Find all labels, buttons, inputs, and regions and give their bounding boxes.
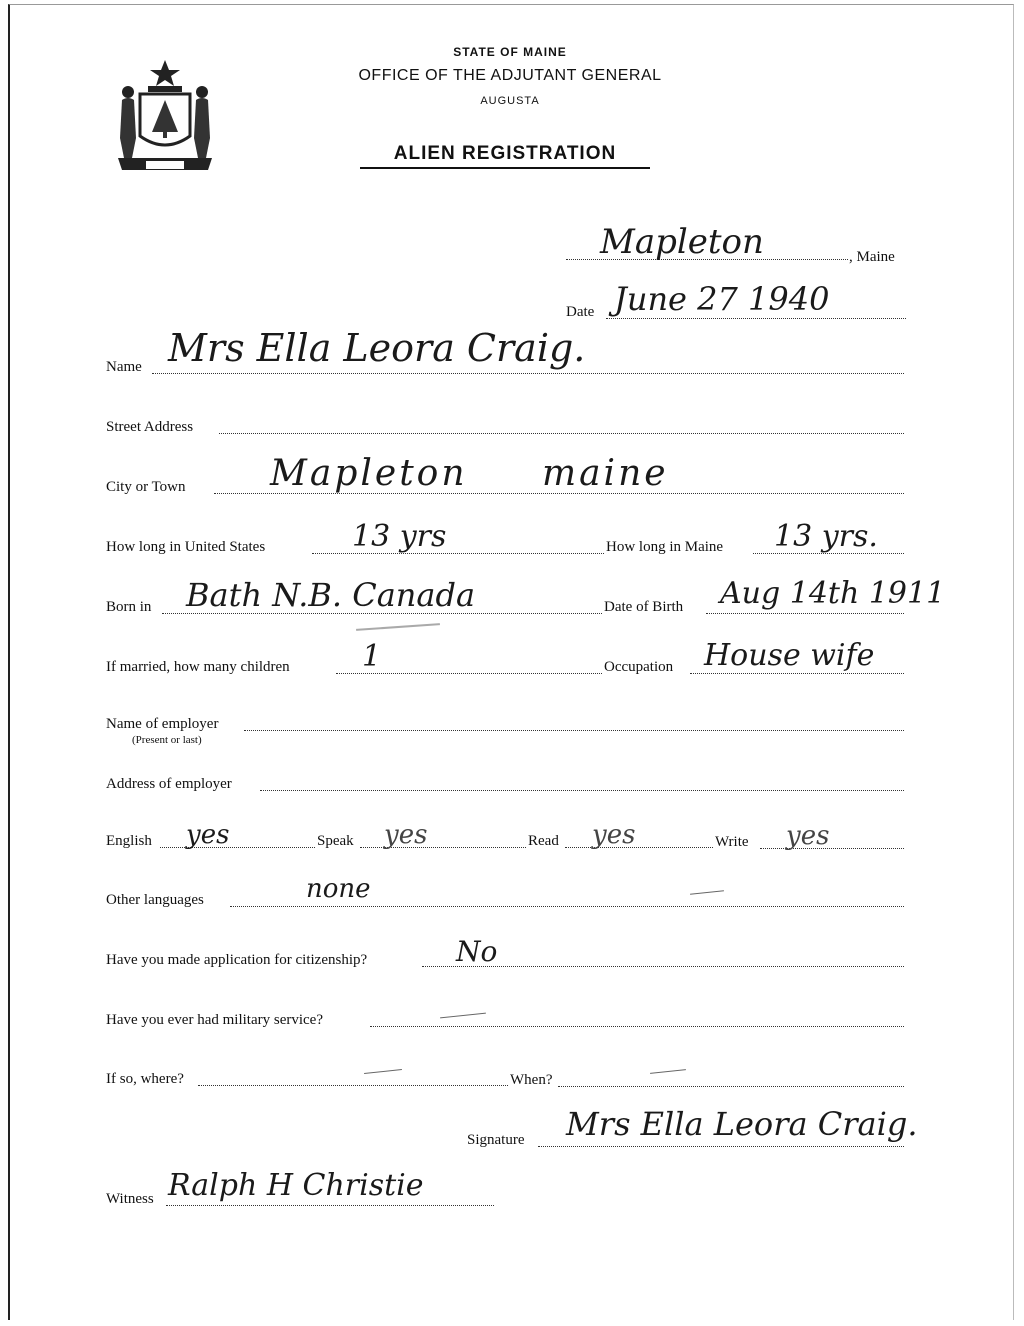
read-line [565,847,713,848]
employer-address-label: Address of employer [106,776,232,792]
maine-years-value: 13 yrs. [774,519,878,554]
street-line [219,433,904,434]
speak-value: yes [384,820,428,850]
read-label: Read [528,833,559,849]
occupation-line [690,673,904,674]
write-line [760,848,904,849]
date-value: June 27 1940 [614,280,830,318]
witness-value: Ralph H Christie [168,1168,424,1203]
us-years-label: How long in United States [106,539,266,555]
employer-address-line [260,790,904,791]
date-line [606,318,906,319]
town-value: Mapleton [600,222,764,262]
english-line [160,847,315,848]
where-label: If so, where? [106,1071,184,1087]
when-line [558,1086,904,1087]
children-value: 1 [362,639,382,674]
military-label: Have you ever had military service? [106,1012,323,1028]
write-value: yes [786,821,830,851]
name-label: Name [106,359,142,375]
write-label: Write [715,834,749,850]
signature-line [538,1146,904,1147]
other-languages-label: Other languages [106,892,204,908]
occupation-value: House wife [704,638,875,673]
state-heading: STATE OF MAINE [453,45,567,59]
signature-label: Signature [467,1132,525,1148]
name-value: Mrs Ella Leora Craig. [168,326,586,370]
city-value: Mapleton maine [270,453,669,494]
witness-line [166,1205,494,1206]
city-label: City or Town [106,479,186,495]
occupation-label: Occupation [604,659,674,675]
dob-line [706,613,904,614]
when-label: When? [510,1072,553,1088]
citizenship-value: No [456,935,498,968]
citizenship-label: Have you made application for citizenship? [106,952,368,968]
name-line [152,373,904,374]
maine-state-seal-icon [110,58,220,180]
english-value: yes [186,820,230,850]
other-languages-value: none [306,874,371,904]
form-title: ALIEN REGISTRATION [360,143,650,169]
office-heading: OFFICE OF THE ADJUTANT GENERAL [358,67,662,84]
other-languages-line [230,906,904,907]
dob-label: Date of Birth [604,599,684,615]
us-years-value: 13 yrs [352,519,447,554]
english-label: English [106,833,152,849]
dob-value: Aug 14th 1911 [720,576,946,611]
children-label: If married, how many children [106,659,290,675]
witness-label: Witness [106,1191,154,1207]
military-line [370,1026,904,1027]
date-label: Date [566,304,595,320]
born-value: Bath N.B. Canada [186,576,476,614]
speak-label: Speak [317,833,354,849]
employer-label: Name of employer [106,716,219,732]
employer-sublabel: (Present or last) [132,734,202,746]
maine-label: , Maine [849,249,895,265]
born-label: Born in [106,599,152,615]
read-value: yes [592,820,636,850]
maine-years-label: How long in Maine [606,539,724,555]
street-label: Street Address [106,419,194,435]
employer-line [244,730,904,731]
signature-value: Mrs Ella Leora Craig. [566,1105,918,1143]
city-heading: AUGUSTA [480,95,540,107]
where-line [198,1085,508,1086]
